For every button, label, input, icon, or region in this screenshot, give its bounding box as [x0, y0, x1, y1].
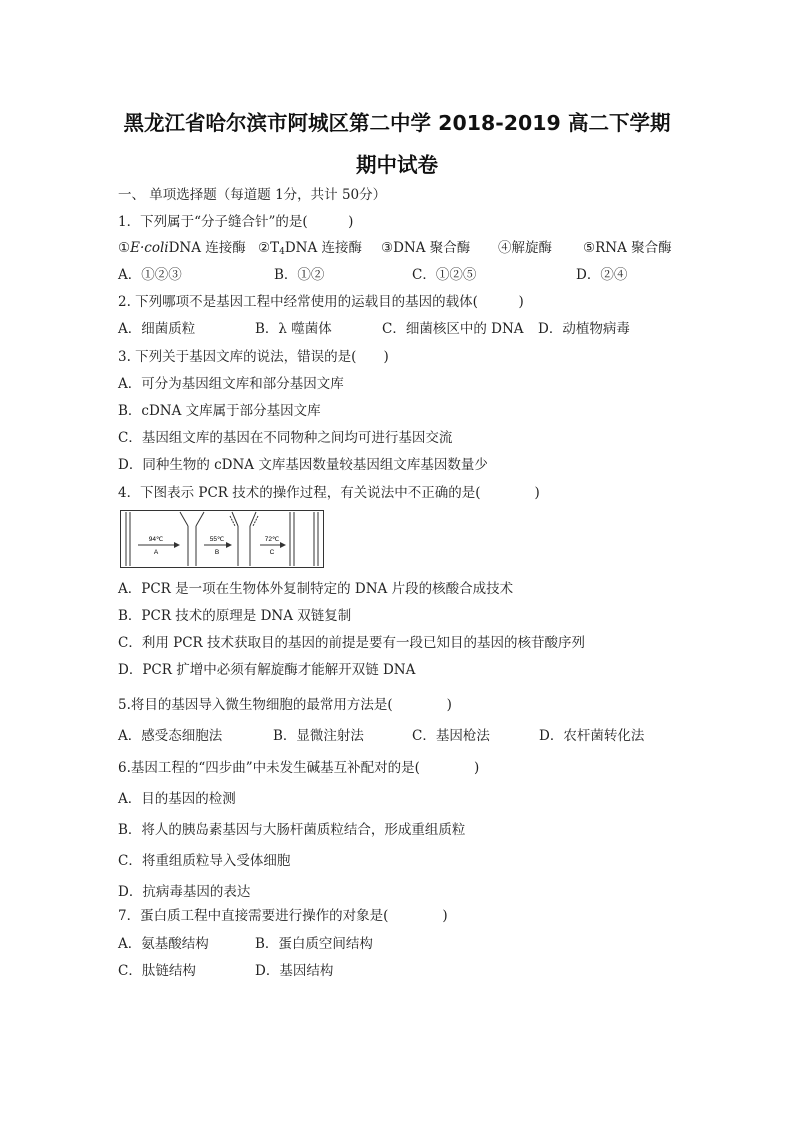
q5-stem: 5.将目的基因导入微生物细胞的最常用方法是( ) — [118, 697, 452, 713]
q6-stem: 6.基因工程的“四步曲”中未发生碱基互补配对的是( ) — [118, 760, 480, 776]
q1-item-1: ①E·coliDNA 连接酶 — [118, 240, 246, 256]
q2-stem: 2. 下列哪项不是基因工程中经常使用的运载目的基因的载体( ) — [118, 294, 524, 310]
q5-option-b: B．显微注射法 — [273, 728, 364, 744]
q1-item-2: $②T_4DNA$ 连接酶 — [258, 240, 363, 257]
q6-option-a: A．目的基因的检测 — [118, 791, 236, 807]
q6-option-c: C．将重组质粒导入受体细胞 — [118, 853, 291, 869]
q3-option-c: C．基因组文库的基因在不同物种之间均可进行基因交流 — [118, 430, 453, 446]
section-heading: 一、 单项选择题（每道题 1分，共计 50分） — [118, 187, 387, 203]
page-title-line1: 黑龙江省哈尔滨市阿城区第二中学 2018-2019 高二下学期 — [123, 111, 671, 135]
q1-item-3: ③DNA 聚合酶 — [381, 240, 471, 256]
q7-option-b: B．蛋白质空间结构 — [255, 936, 373, 952]
q5-option-c: C．基因枪法 — [412, 728, 490, 744]
q1-stem: 1．下列属于“分子缝合针”的是( ) — [118, 214, 354, 230]
q3-stem: 3. 下列关于基因文库的说法，错误的是( ) — [118, 349, 389, 365]
pcr-step-label-a: A — [153, 549, 159, 556]
q1-item-4: ④解旋酶 — [498, 240, 552, 256]
q2-option-c: C．细菌核区中的 DNA — [382, 321, 524, 337]
pcr-diagram — [120, 510, 324, 568]
q5-option-a: A．感受态细胞法 — [118, 728, 223, 744]
q4-stem: 4．下图表示 PCR 技术的操作过程，有关说法中不正确的是( ) — [118, 485, 540, 501]
q2-option-a: A．细菌质粒 — [118, 321, 196, 337]
q7-option-a: A．氨基酸结构 — [118, 936, 209, 952]
q7-stem: 7．蛋白质工程中直接需要进行操作的对象是( ) — [118, 908, 448, 924]
q1-option-d: D．②④ — [576, 267, 628, 283]
q6-option-d: D．抗病毒基因的表达 — [118, 884, 251, 900]
q6-option-b: B．将人的胰岛素基因与大肠杆菌质粒结合，形成重组质粒 — [118, 822, 466, 838]
pcr-temp-3: 72℃ — [264, 536, 280, 543]
q3-option-d: D．同种生物的 cDNA 文库基因数量较基因组文库基因数量少 — [118, 457, 488, 473]
q7-option-d: D．基因结构 — [255, 963, 334, 979]
q4-option-c: C．利用 PCR 技术获取目的基因的前提是要有一段已知目的基因的核苷酸序列 — [118, 635, 585, 651]
q3-option-b: B．cDNA 文库属于部分基因文库 — [118, 403, 321, 419]
pcr-temp-1: 94℃ — [148, 536, 164, 543]
page-title-line2: 期中试卷 — [356, 153, 438, 177]
pcr-step-label-c: C — [269, 549, 275, 556]
pcr-step-label-b: B — [214, 549, 220, 556]
q7-option-c: C．肽链结构 — [118, 963, 196, 979]
q4-option-d: D．PCR 扩增中必须有解旋酶才能解开双链 DNA — [118, 662, 416, 678]
q1-item-5: ⑤RNA 聚合酶 — [583, 240, 672, 256]
q2-option-d: D．动植物病毒 — [538, 321, 630, 337]
q4-option-b: B．PCR 技术的原理是 DNA 双链复制 — [118, 608, 352, 624]
q4-option-a: A．PCR 是一项在生物体外复制特定的 DNA 片段的核酸合成技术 — [118, 581, 514, 597]
q2-option-b: B．λ 噬菌体 — [255, 321, 332, 337]
q1-option-b: B．①② — [274, 267, 325, 283]
q1-option-a: A．①②③ — [118, 267, 182, 283]
q5-option-d: D．农杆菌转化法 — [539, 728, 645, 744]
q3-option-a: A．可分为基因组文库和部分基因文库 — [118, 376, 344, 392]
q1-option-c: C．①②⑤ — [412, 267, 477, 283]
pcr-temp-2: 55℃ — [209, 536, 225, 543]
